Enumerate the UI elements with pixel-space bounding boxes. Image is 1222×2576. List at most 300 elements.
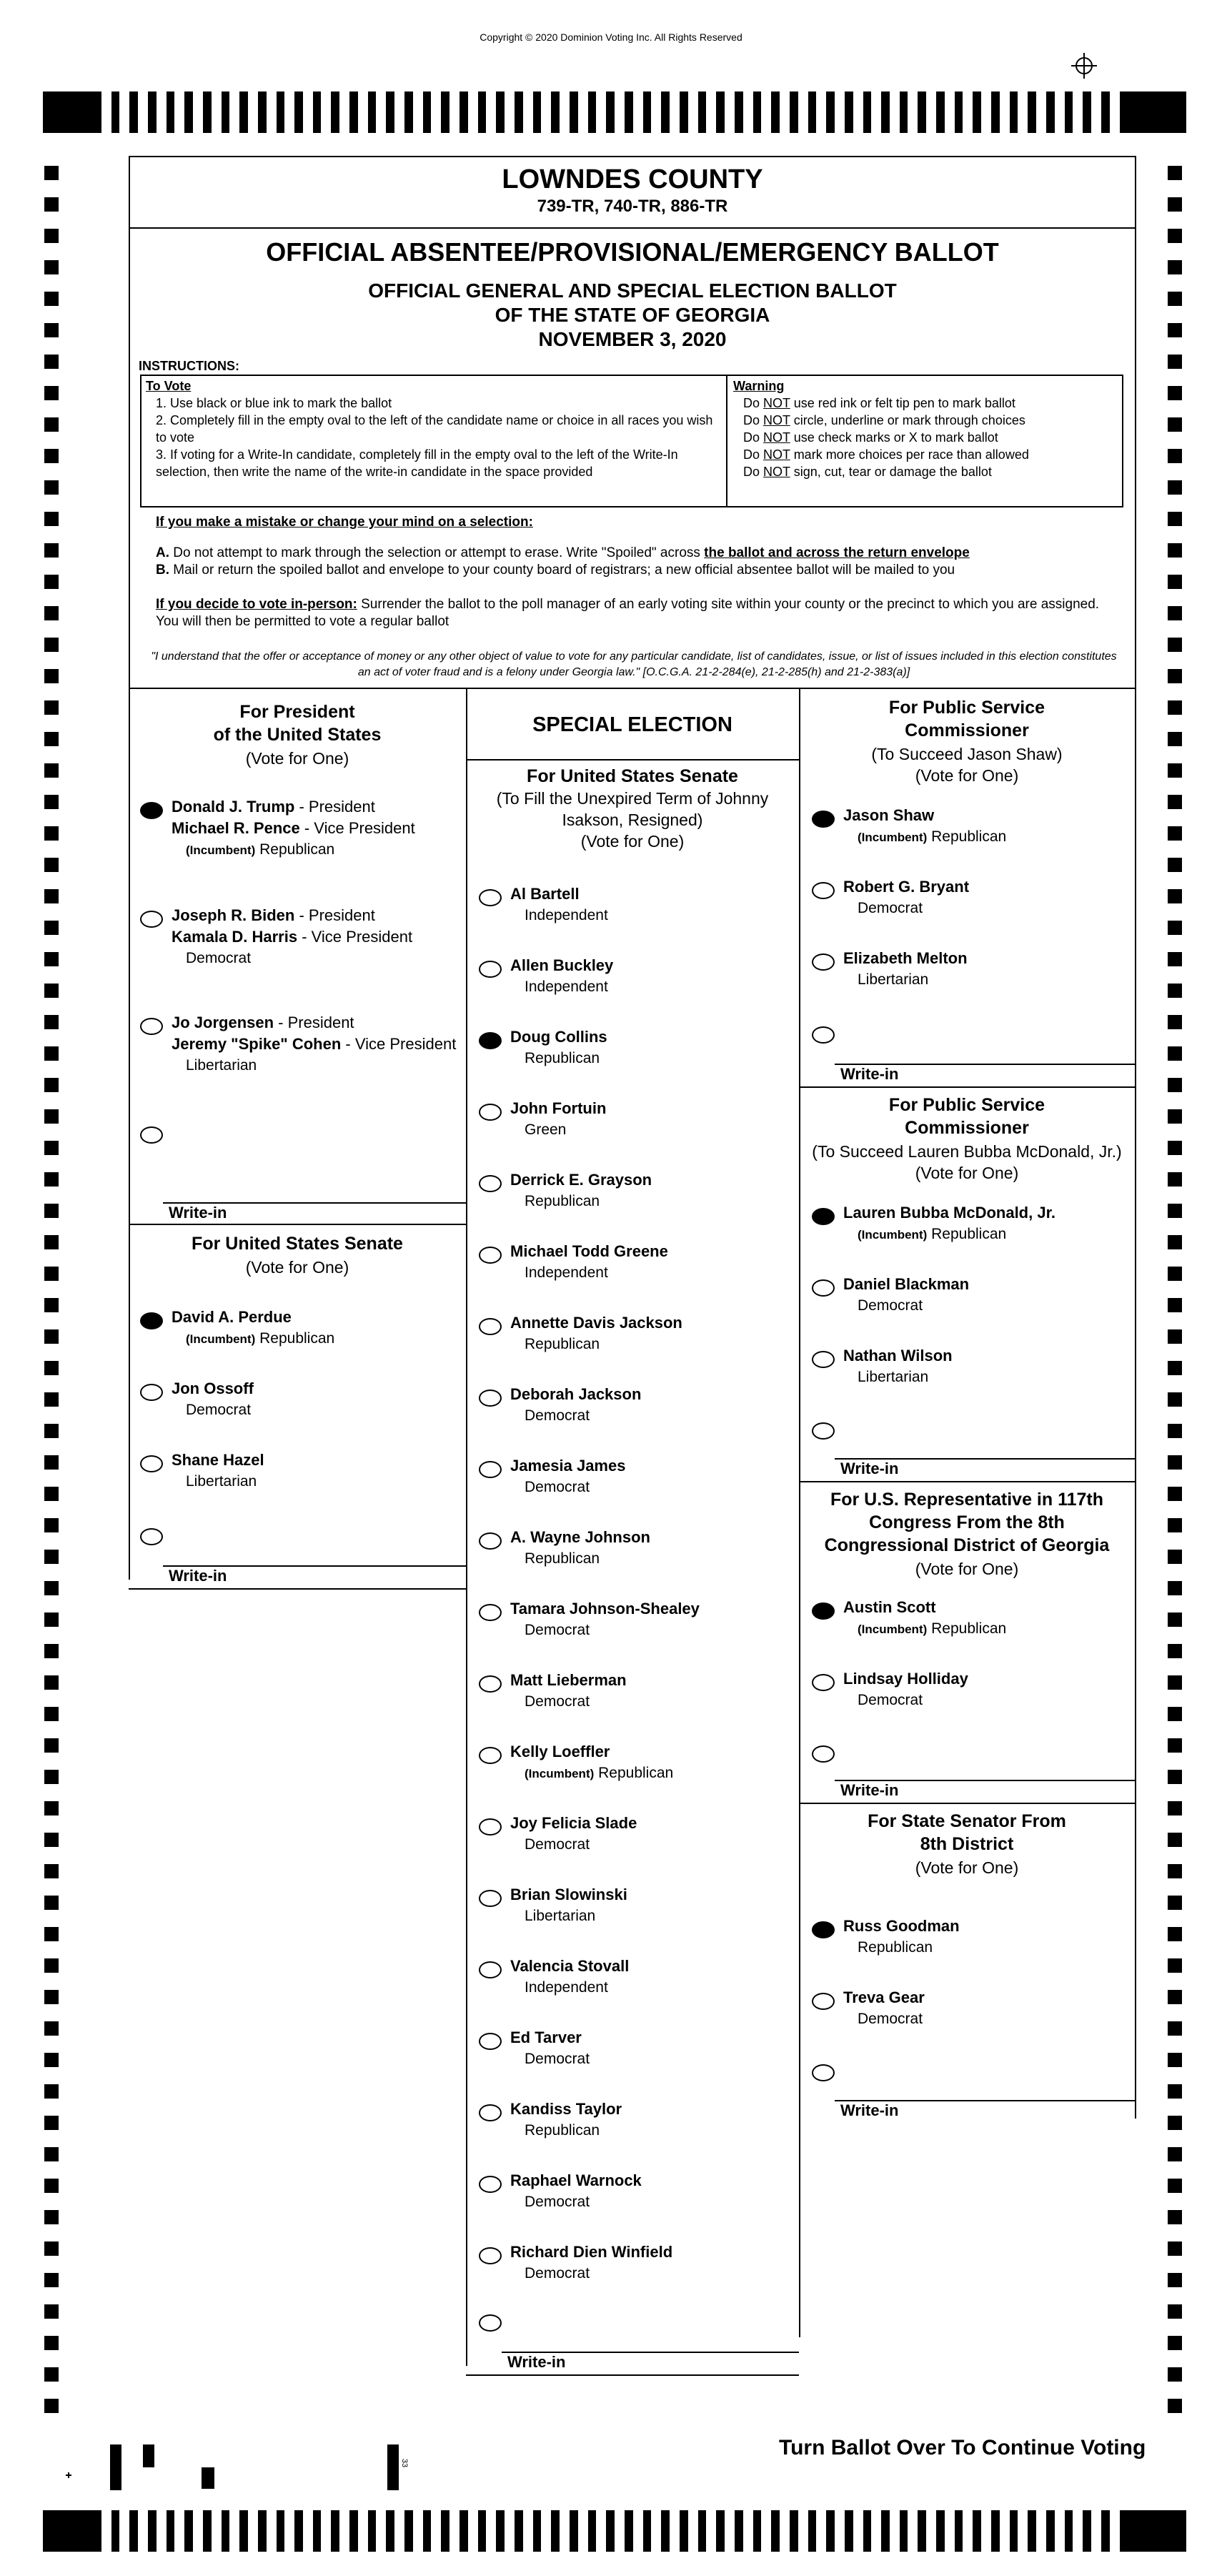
barcode-bar <box>918 91 926 133</box>
timing-mark <box>1168 669 1182 683</box>
barcode-bar <box>239 91 248 133</box>
timing-mark <box>1168 2084 1182 2099</box>
barcode-bar <box>496 91 505 133</box>
candidate-option[interactable]: Brian Slowinski Libertarian <box>510 1886 627 1924</box>
candidate-option[interactable]: Donald J. Trump - President Michael R. Pence - Vice President (Incumbent) Republican <box>172 798 415 858</box>
timing-mark <box>1168 2210 1182 2224</box>
timing-mark <box>1168 921 1182 935</box>
timing-mark <box>44 1329 59 1344</box>
barcode-bar <box>588 2510 597 2552</box>
barcode-bar <box>148 2510 157 2552</box>
barcode-bar <box>1028 2510 1036 2552</box>
vote-oval[interactable] <box>812 1674 835 1691</box>
timing-mark <box>1168 2116 1182 2130</box>
write-in-label: Write-in <box>507 2353 566 2371</box>
barcode-bar <box>349 91 358 133</box>
barcode-bar <box>808 2510 817 2552</box>
timing-mark <box>44 323 59 337</box>
turn-over-notice: Turn Ballot Over To Continue Voting <box>779 2436 1146 2459</box>
timing-mark <box>44 1896 59 1910</box>
candidate-option[interactable]: Ed Tarver Democrat <box>510 2028 590 2067</box>
barcode-bar <box>735 91 743 133</box>
instructions-label: INSTRUCTIONS: <box>139 359 239 373</box>
timing-mark <box>1168 260 1182 274</box>
timing-mark <box>44 984 59 998</box>
barcode-bar <box>167 2510 175 2552</box>
timing-mark <box>44 355 59 369</box>
timing-mark <box>1168 1078 1182 1092</box>
timing-mark <box>44 543 59 558</box>
timing-mark <box>44 166 59 180</box>
write-in-oval[interactable] <box>812 2064 835 2081</box>
vote-oval[interactable] <box>140 802 163 819</box>
timing-mark <box>44 1927 59 1941</box>
timing-mark <box>44 669 59 683</box>
timing-mark <box>1168 1424 1182 1438</box>
timing-mark <box>44 1235 59 1249</box>
timing-mark <box>1168 638 1182 652</box>
barcode-bar <box>111 2510 120 2552</box>
write-in-oval[interactable] <box>812 1422 835 1440</box>
warning-section <box>727 376 1122 506</box>
vote-oval[interactable] <box>479 2104 502 2121</box>
timing-mark <box>1168 1738 1182 1753</box>
barcode-bar <box>551 91 560 133</box>
right-timing-marks <box>1168 0 1182 2576</box>
timing-mark <box>1168 512 1182 526</box>
barcode-bar <box>570 2510 578 2552</box>
barcode-bar <box>441 2510 449 2552</box>
barcode-bar <box>1065 2510 1073 2552</box>
vote-oval[interactable] <box>479 2033 502 2050</box>
barcode-bar <box>790 2510 798 2552</box>
psc1-race-title: For Public Service Commissioner <box>888 698 1045 740</box>
candidate-option[interactable]: Michael Todd Greene Independent <box>510 1242 668 1281</box>
timing-mark <box>44 2116 59 2130</box>
timing-mark <box>1168 1267 1182 1281</box>
warning-item: Do NOT use red ink or felt tip pen to mark ballot <box>743 396 1015 410</box>
barcode-bar <box>845 91 853 133</box>
candidate-option[interactable]: Jon Ossoff Democrat <box>172 1379 254 1418</box>
timing-mark <box>1168 229 1182 243</box>
timing-mark <box>44 638 59 652</box>
timing-mark <box>44 700 59 715</box>
warning-heading: Warning <box>733 379 785 393</box>
timing-mark <box>44 1518 59 1532</box>
barcode-bar <box>900 2510 908 2552</box>
timing-mark <box>1168 1958 1182 1973</box>
timing-mark <box>1168 1455 1182 1470</box>
candidate-option[interactable]: Annette Davis Jackson Republican <box>510 1314 682 1352</box>
vote-oval[interactable] <box>479 2247 502 2264</box>
special-senate-subtitle: (To Fill the Unexpired Term of Johnny Isakson, Resigned) (Vote for One) <box>496 789 769 851</box>
candidate-option[interactable]: Kelly Loeffler (Incumbent) Republican <box>510 1743 674 1781</box>
timing-mark <box>44 1707 59 1721</box>
timing-mark <box>44 763 59 778</box>
barcode-bar <box>680 2510 688 2552</box>
timing-mark <box>44 417 59 432</box>
candidate-option[interactable]: Deborah Jackson Democrat <box>510 1385 642 1424</box>
vote-oval[interactable] <box>479 961 502 978</box>
barcode-bar <box>716 2510 725 2552</box>
barcode-bar <box>881 2510 890 2552</box>
barcode-bar <box>716 91 725 133</box>
vote-oval[interactable] <box>479 1747 502 1764</box>
timing-mark <box>44 921 59 935</box>
mistake-instruction-b: B. Mail or return the spoiled ballot and envelope to your county board of registrars; a new official absentee ballot will be mailed to you <box>156 563 955 578</box>
candidate-option[interactable]: Russ Goodman Republican <box>843 1917 960 1956</box>
timing-mark <box>1168 2367 1182 2382</box>
barcode-bar <box>790 91 798 133</box>
timing-mark <box>44 449 59 463</box>
timing-mark <box>44 1015 59 1029</box>
vote-oval[interactable] <box>479 1318 502 1335</box>
us-senate-race-title: For United States Senate <box>192 1234 403 1254</box>
state-senate-vote-for: (Vote for One) <box>915 1858 1019 1877</box>
timing-mark <box>1168 1518 1182 1532</box>
barcode-bar <box>625 91 633 133</box>
barcode-bar <box>460 91 468 133</box>
barcode-bar <box>1046 91 1055 133</box>
barcode-bar <box>588 91 597 133</box>
ballot-title: OFFICIAL ABSENTEE/PROVISIONAL/EMERGENCY BALLOT <box>266 237 999 267</box>
left-timing-marks <box>44 0 59 2576</box>
timing-mark <box>44 1267 59 1281</box>
footer-mark <box>202 2467 214 2489</box>
timing-mark <box>44 2147 59 2161</box>
to-vote-section <box>141 376 727 506</box>
barcode-bar <box>1083 2510 1091 2552</box>
timing-mark <box>44 606 59 620</box>
vote-oval[interactable] <box>479 1175 502 1192</box>
timing-mark <box>44 1644 59 1658</box>
candidate-option[interactable]: Richard Dien Winfield Democrat <box>510 2243 673 2282</box>
timing-mark <box>1168 1927 1182 1941</box>
barcode-bar <box>349 2510 358 2552</box>
barcode-bar <box>643 91 652 133</box>
timing-mark <box>1168 700 1182 715</box>
timing-mark <box>1168 1833 1182 1847</box>
timing-mark <box>44 889 59 903</box>
to-vote-item: 1. Use black or blue ink to mark the ballot <box>156 396 392 410</box>
timing-mark <box>44 512 59 526</box>
candidate-option[interactable]: Derrick E. Grayson Republican <box>510 1171 652 1209</box>
vote-oval[interactable] <box>479 2176 502 2193</box>
election-date: NOVEMBER 3, 2020 <box>538 328 727 350</box>
candidate-option[interactable]: Lindsay Holliday Democrat <box>843 1670 968 1708</box>
timing-mark <box>44 2021 59 2036</box>
vote-oval[interactable] <box>140 1455 163 1472</box>
timing-mark <box>44 1424 59 1438</box>
timing-mark <box>1168 575 1182 589</box>
vote-oval[interactable] <box>479 889 502 906</box>
candidate-option[interactable]: Treva Gear Democrat <box>843 1988 925 2027</box>
timing-mark <box>44 1046 59 1061</box>
vote-oval[interactable] <box>140 1018 163 1035</box>
barcode-bar <box>423 91 432 133</box>
barcode-bar <box>184 2510 193 2552</box>
barcode-bar <box>1046 2510 1055 2552</box>
bottom-timing-barcode <box>43 2510 1186 2552</box>
timing-mark <box>1168 2147 1182 2161</box>
vote-oval[interactable] <box>812 1351 835 1368</box>
timing-mark <box>44 386 59 400</box>
timing-mark <box>44 1392 59 1407</box>
barcode-bar <box>148 91 157 133</box>
barcode-bar <box>294 91 303 133</box>
president-race-title: For President of the United States <box>213 702 382 745</box>
candidate-option[interactable]: Allen Buckley Independent <box>510 956 614 995</box>
timing-mark <box>1168 1235 1182 1249</box>
barcode-bar <box>606 2510 615 2552</box>
barcode-bar <box>661 2510 670 2552</box>
vote-oval[interactable] <box>812 1921 835 1938</box>
candidate-option[interactable]: Tamara Johnson-Shealey Democrat <box>510 1600 700 1638</box>
timing-mark <box>44 1770 59 1784</box>
barcode-bar <box>918 2510 926 2552</box>
timing-mark <box>1168 795 1182 809</box>
vote-oval[interactable] <box>140 911 163 928</box>
timing-mark <box>1168 355 1182 369</box>
timing-mark <box>44 260 59 274</box>
barcode-bar <box>331 2510 339 2552</box>
candidate-option[interactable]: Doug Collins Republican <box>510 1028 607 1066</box>
candidate-option[interactable]: Nathan Wilson Libertarian <box>843 1347 953 1385</box>
timing-mark <box>1168 2179 1182 2193</box>
barcode-bar <box>1101 91 1110 133</box>
vote-oval[interactable] <box>812 1993 835 2010</box>
candidate-option[interactable]: Al Bartell Independent <box>510 885 608 923</box>
psc1-subtitle: (To Succeed Jason Shaw) (Vote for One) <box>871 745 1063 785</box>
county-name: LOWNDES COUNTY <box>502 164 763 194</box>
vote-oval[interactable] <box>812 1279 835 1297</box>
in-person-instruction: If you decide to vote in-person: Surrender the ballot to the poll manager of an early voting site within your county or the precinct to which you are assigned. You will then be permitted to vote a regular ballot <box>156 597 1100 629</box>
vote-oval[interactable] <box>479 1604 502 1621</box>
write-in-label: Write-in <box>169 1204 227 1222</box>
vote-oval[interactable] <box>812 1208 835 1225</box>
candidate-option[interactable]: Daniel Blackman Democrat <box>843 1275 970 1314</box>
timing-mark <box>1168 2053 1182 2067</box>
timing-mark <box>1168 1172 1182 1187</box>
candidate-option[interactable]: Joy Felicia Slade Democrat <box>510 1814 637 1853</box>
race-divider <box>129 1224 466 1225</box>
timing-mark <box>1168 1298 1182 1312</box>
timing-mark <box>1168 2021 1182 2036</box>
candidate-option[interactable]: Elizabeth Melton Libertarian <box>843 949 968 988</box>
barcode-bar <box>277 91 285 133</box>
timing-mark <box>1168 889 1182 903</box>
candidate-option[interactable]: Lauren Bubba McDonald, Jr. (Incumbent) Republican <box>843 1204 1056 1242</box>
barcode-bar <box>1065 91 1073 133</box>
candidate-option[interactable]: Valencia Stovall Independent <box>510 1957 630 1996</box>
timing-mark <box>44 480 59 495</box>
vote-oval[interactable] <box>140 1384 163 1401</box>
special-election-heading: SPECIAL ELECTION <box>532 713 732 736</box>
barcode-bar <box>368 91 377 133</box>
instructions-box <box>140 375 1123 507</box>
timing-mark <box>44 1109 59 1124</box>
barcode-bar <box>643 2510 652 2552</box>
barcode-bar <box>111 91 120 133</box>
candidate-option[interactable]: Kandiss Taylor Republican <box>510 2100 622 2139</box>
vote-oval[interactable] <box>479 1032 502 1049</box>
barcode-bar <box>1010 2510 1018 2552</box>
candidate-option[interactable]: Shane Hazel Libertarian <box>172 1451 264 1490</box>
barcode-bar <box>423 2510 432 2552</box>
barcode-bar <box>478 2510 487 2552</box>
barcode-bar <box>294 2510 303 2552</box>
footer-mark <box>68 2472 69 2478</box>
timing-mark <box>1168 386 1182 400</box>
psc2-subtitle: (To Succeed Lauren Bubba McDonald, Jr.) (Vote for One) <box>812 1142 1122 1182</box>
vote-oval[interactable] <box>479 1675 502 1693</box>
write-in-label: Write-in <box>840 1781 899 1799</box>
county-header <box>129 156 1136 229</box>
write-in-oval[interactable] <box>812 1026 835 1044</box>
barcode-bar <box>277 2510 285 2552</box>
barcode-bar <box>386 91 394 133</box>
timing-mark <box>44 2336 59 2350</box>
candidate-option[interactable]: Austin Scott (Incumbent) Republican <box>843 1598 1007 1637</box>
timing-mark <box>44 1487 59 1501</box>
vote-oval[interactable] <box>479 1961 502 1978</box>
vote-oval[interactable] <box>479 1818 502 1836</box>
candidate-option[interactable]: Joseph R. Biden - President Kamala D. Harris - Vice President Democrat <box>172 906 413 966</box>
vote-oval[interactable] <box>812 882 835 899</box>
timing-mark <box>44 1581 59 1595</box>
barcode-bar <box>460 2510 468 2552</box>
timing-mark <box>44 2053 59 2067</box>
candidate-option[interactable]: David A. Perdue (Incumbent) Republican <box>172 1308 335 1347</box>
candidate-option[interactable]: Jo Jorgensen - President Jeremy "Spike" Cohen - Vice President Libertarian <box>172 1014 457 1074</box>
timing-mark <box>1168 449 1182 463</box>
barcode-bar <box>973 91 981 133</box>
vote-oval[interactable] <box>479 1389 502 1407</box>
write-in-label: Write-in <box>840 1065 899 1083</box>
timing-mark <box>44 1078 59 1092</box>
timing-mark <box>44 1298 59 1312</box>
vote-oval[interactable] <box>812 811 835 828</box>
timing-mark <box>1168 1770 1182 1784</box>
barcode-bar <box>515 91 523 133</box>
barcode-bar <box>753 2510 762 2552</box>
candidate-option[interactable]: Jason Shaw (Incumbent) Republican <box>843 806 1007 845</box>
write-in-oval[interactable] <box>140 1126 163 1144</box>
barcode-bar <box>222 2510 230 2552</box>
candidate-option[interactable]: Raphael Warnock Democrat <box>510 2171 642 2210</box>
timing-mark <box>1168 858 1182 872</box>
barcode-bar <box>478 91 487 133</box>
timing-mark <box>44 1141 59 1155</box>
barcode-bar <box>1101 2510 1110 2552</box>
candidate-option[interactable]: Robert G. Bryant Democrat <box>843 878 970 916</box>
timing-mark <box>1168 2241 1182 2256</box>
barcode-bar <box>331 91 339 133</box>
barcode-bar <box>863 2510 872 2552</box>
barcode-bar <box>551 2510 560 2552</box>
timing-mark <box>44 795 59 809</box>
timing-mark <box>1168 1707 1182 1721</box>
voter-fraud-notice: "I understand that the offer or acceptance of money or any other object of value to vote for any particular candidate, list of candidates, issue, or list of issues included in this election constitutes an act of voter fraud and is a felony under Georgia law." [O.C.G.A. 21-2-284(e), 21-2-285(h) and 21-2-383(a)] <box>151 650 1117 678</box>
barcode-bar <box>973 2510 981 2552</box>
timing-mark <box>1168 2399 1182 2413</box>
candidate-option[interactable]: Matt Lieberman Democrat <box>510 1671 627 1710</box>
timing-mark <box>44 1801 59 1815</box>
race-divider <box>129 1588 466 1590</box>
timing-mark <box>44 1738 59 1753</box>
barcode-bar <box>991 91 1000 133</box>
timing-mark <box>1168 2336 1182 2350</box>
race-divider <box>466 759 799 761</box>
timing-mark <box>1168 1015 1182 1029</box>
barcode-bar <box>386 2510 394 2552</box>
vote-oval[interactable] <box>812 1602 835 1620</box>
election-title-line-1: OFFICIAL GENERAL AND SPECIAL ELECTION BALLOT <box>368 279 897 302</box>
footer-mark <box>387 2444 399 2490</box>
barcode-bar <box>533 2510 542 2552</box>
us-rep-vote-for: (Vote for One) <box>915 1560 1019 1578</box>
vote-oval[interactable] <box>479 1104 502 1121</box>
barcode-bar <box>753 91 762 133</box>
barcode-bar <box>533 91 542 133</box>
timing-mark <box>1168 1550 1182 1564</box>
timing-mark <box>1168 480 1182 495</box>
write-in-oval[interactable] <box>140 1528 163 1545</box>
vote-oval[interactable] <box>479 1461 502 1478</box>
vote-oval[interactable] <box>479 1532 502 1550</box>
timing-mark <box>44 2367 59 2382</box>
race-divider <box>799 1481 1135 1482</box>
timing-mark <box>1168 1864 1182 1878</box>
barcode-bar <box>991 2510 1000 2552</box>
vote-oval[interactable] <box>812 953 835 971</box>
write-in-oval[interactable] <box>812 1745 835 1763</box>
race-divider <box>466 2374 799 2376</box>
candidate-option[interactable]: John Fortuin Green <box>510 1099 607 1138</box>
timing-mark <box>1168 1487 1182 1501</box>
footer-code: 33 <box>400 2458 409 2468</box>
timing-mark <box>44 292 59 306</box>
timing-mark <box>44 2304 59 2319</box>
barcode-bar <box>239 2510 248 2552</box>
barcode-bar <box>184 91 193 133</box>
timing-mark <box>1168 1141 1182 1155</box>
vote-oval[interactable] <box>479 1247 502 1264</box>
barcode-bar <box>845 2510 853 2552</box>
candidate-option[interactable]: Jamesia James Democrat <box>510 1457 626 1495</box>
us-senate-vote-for: (Vote for One) <box>245 1258 349 1277</box>
vote-oval[interactable] <box>479 1890 502 1907</box>
timing-mark <box>44 826 59 841</box>
vote-oval[interactable] <box>140 1312 163 1329</box>
barcode-bar <box>258 2510 267 2552</box>
timing-mark <box>44 1833 59 1847</box>
barcode-bar <box>808 91 817 133</box>
timing-mark <box>44 2179 59 2193</box>
write-in-label: Write-in <box>840 2101 899 2119</box>
write-in-oval[interactable] <box>479 2314 502 2332</box>
top-timing-barcode <box>43 91 1186 133</box>
barcode-bar <box>313 2510 322 2552</box>
timing-mark <box>1168 1361 1182 1375</box>
copyright-notice: Copyright © 2020 Dominion Voting Inc. All Rights Reserved <box>480 31 742 43</box>
timing-mark <box>44 2399 59 2413</box>
candidate-option[interactable]: A. Wayne Johnson Republican <box>510 1528 650 1567</box>
timing-mark <box>1168 1392 1182 1407</box>
warning-item: Do NOT sign, cut, tear or damage the ballot <box>743 465 992 479</box>
barcode-bar <box>698 91 707 133</box>
barcode-bar <box>826 2510 835 2552</box>
